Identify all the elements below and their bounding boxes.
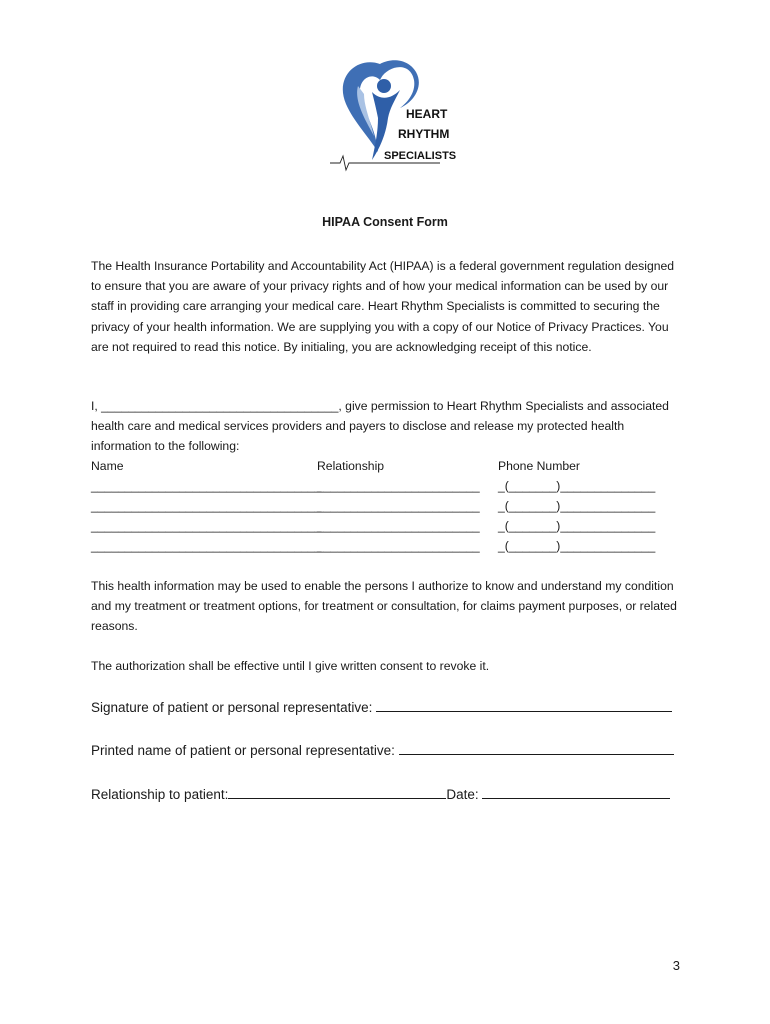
phone-header: Phone Number — [498, 459, 580, 473]
printed-name-label: Printed name of patient or personal representative: — [91, 743, 395, 758]
relationship-to-patient-field[interactable] — [228, 784, 446, 799]
name-header: Name — [91, 459, 124, 473]
relationship-date-row — [91, 784, 681, 805]
signature-label: Signature of patient or personal representative: — [91, 700, 373, 715]
relationship-field-3[interactable]: ________________________ — [317, 519, 480, 533]
printed-name-row — [91, 740, 681, 761]
relationship-field-1[interactable]: ________________________ — [317, 479, 480, 493]
relationship-header: Relationship — [317, 459, 385, 473]
logo-text-specialists: SPECIALISTS — [384, 150, 457, 162]
relationship-to-patient-label: Relationship to patient: — [91, 787, 229, 802]
phone-column — [498, 456, 658, 556]
phone-field-4[interactable]: _(_______)______________ — [498, 539, 656, 553]
logo-text-heart: HEART — [406, 107, 448, 121]
name-field-1[interactable]: __________________________________ — [91, 479, 322, 493]
intro-paragraph: The Health Insurance Portability and Accountability Act (HIPAA) is a federal government regulation designed to ensure that you are aware of your privacy rights and of how your medical information can be used by our staff in providing care arranging your medical care. Heart Rhythm Specialists is committed to securing the privacy of your health information. We are supplying you with a copy of our Notice of Privacy Practices. You are not required to read this notice. By initialing, you are acknowledging receipt of this notice. — [91, 259, 675, 354]
phone-field-1[interactable]: _(_______)______________ — [498, 479, 656, 493]
printed-name-field[interactable] — [399, 740, 674, 755]
signature-row — [91, 697, 681, 718]
usage-paragraph: This health information may be used to enable the persons I authorize to know and understand my condition and my treatment or treatment options, for treatment or consultation, for claims payment purposes, or related reasons. — [91, 579, 677, 634]
permission-paragraph: I, ___________________________________, give permission to Heart Rhythm Specialists and associated health care and medical services providers and payers to disclose and release my protected health information to the following: — [91, 399, 669, 454]
form-title: HIPAA Consent Form — [322, 215, 448, 229]
relationship-field-2[interactable]: ________________________ — [317, 499, 480, 513]
relationship-column — [317, 456, 480, 556]
name-column — [91, 456, 322, 556]
date-label: Date: — [446, 787, 479, 802]
page-number: 3 — [672, 958, 680, 973]
relationship-field-4[interactable]: ________________________ — [317, 539, 480, 553]
authorization-paragraph: The authorization shall be effective until I give written consent to revoke it. — [91, 659, 490, 673]
name-field-4[interactable]: __________________________________ — [91, 539, 322, 553]
name-field-2[interactable]: __________________________________ — [91, 499, 322, 513]
logo-text-rhythm: RHYTHM — [398, 127, 450, 141]
heart-rhythm-specialists-logo — [328, 56, 457, 176]
phone-field-2[interactable]: _(_______)______________ — [498, 499, 656, 513]
authorized-persons-table — [91, 456, 691, 556]
name-field-3[interactable]: __________________________________ — [91, 519, 322, 533]
signature-field[interactable] — [376, 697, 672, 712]
heart-logo-graphic — [328, 56, 457, 176]
phone-field-3[interactable]: _(_______)______________ — [498, 519, 656, 533]
date-field[interactable] — [482, 784, 670, 799]
